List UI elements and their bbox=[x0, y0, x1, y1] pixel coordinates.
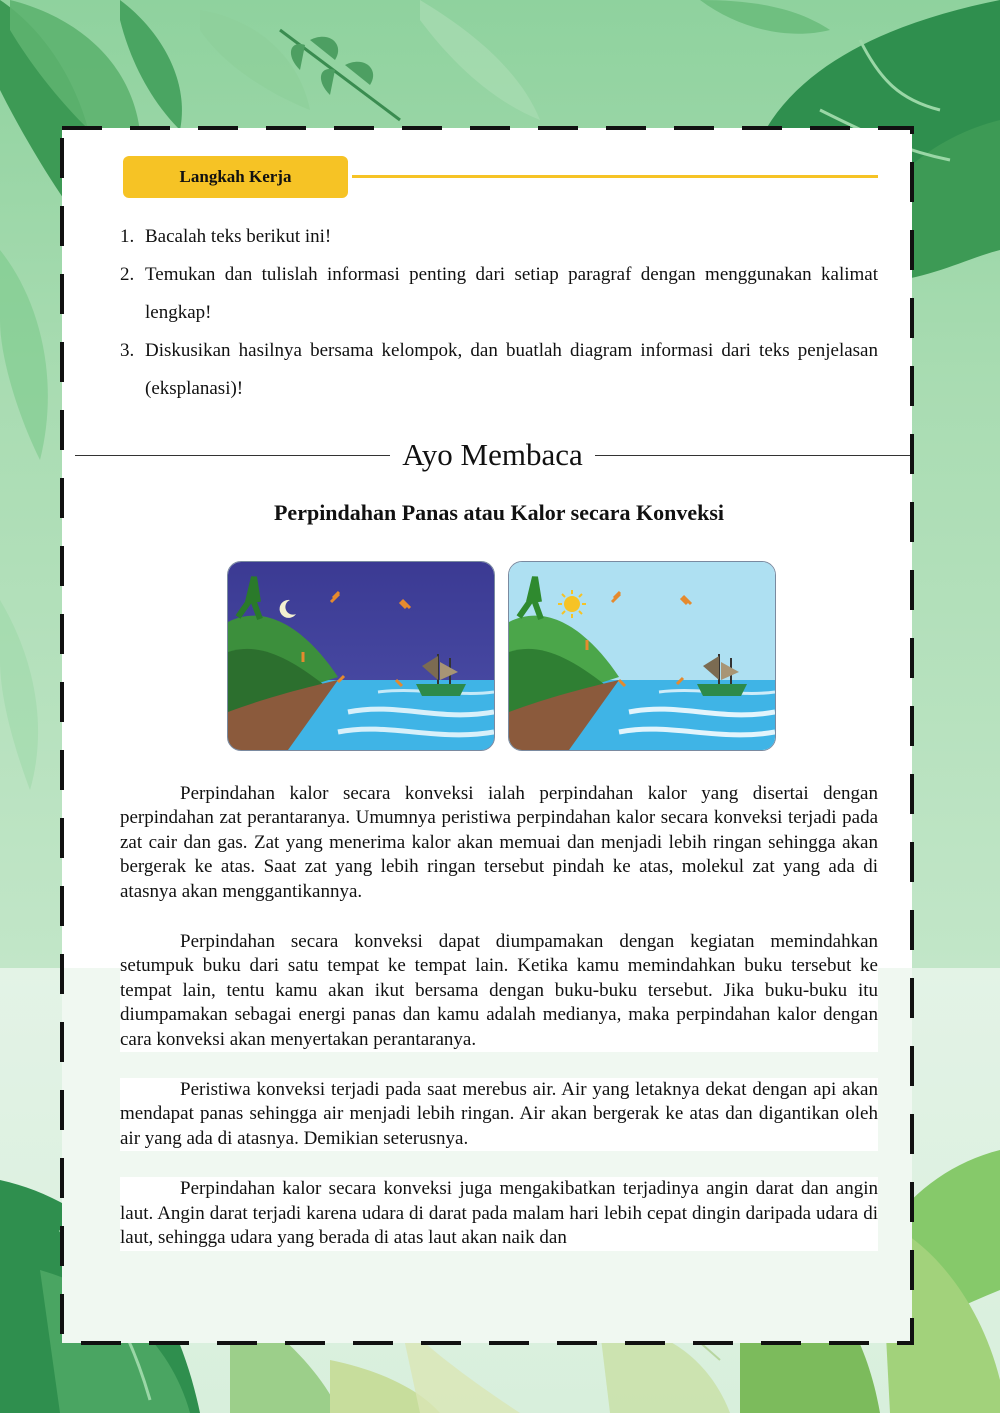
langkah-kerja-tab: Langkah Kerja bbox=[123, 156, 348, 198]
paragraph: Perpindahan kalor secara konveksi juga mengakibatkan terjadinya angin darat dan angin laut. Angin darat terjadi karena udara di darat pada malam hari lebih cepat dingin daripada udara di laut, sehingga udara yang berada di atas laut akan naik dan bbox=[120, 1177, 878, 1250]
divider-rule-left bbox=[75, 455, 390, 456]
step-text: Bacalah teks berikut ini! bbox=[145, 226, 332, 247]
day-illustration bbox=[508, 561, 776, 751]
tab-underline bbox=[352, 175, 878, 178]
divider-rule-right bbox=[595, 455, 910, 456]
list-item bbox=[120, 256, 878, 332]
section-divider bbox=[75, 432, 910, 478]
paragraph: Peristiwa konveksi terjadi pada saat merebus air. Air yang letaknya dekat dengan api akan mendapat panas sehingga air menjadi lebih ringan. Air akan bergerak ke atas dan digantikan oleh air yang ada di atasnya. Demikian seterusnya. bbox=[120, 1078, 878, 1151]
article-body bbox=[120, 782, 878, 1277]
list-item bbox=[120, 332, 878, 408]
step-number: 2. bbox=[120, 264, 135, 285]
step-number: 3. bbox=[120, 340, 135, 361]
paragraph: Perpindahan secara konveksi dapat diumpamakan dengan kegiatan memindahkan setumpuk buku dari satu tempat ke tempat lain. Ketika kamu memindahkan buku tersebut ke tempat lain, tentu kamu akan ikut bersama dengan buku-buku tersebut. Jika buku-buku itu diumpamakan sebagai energi panas dan kamu adalah medianya, maka perpindahan kalor dengan cara konveksi akan menyertakan perantaranya. bbox=[120, 930, 878, 1052]
night-illustration bbox=[227, 561, 495, 751]
list-item bbox=[120, 218, 878, 256]
steps-list bbox=[120, 218, 878, 408]
section-heading: Ayo Membaca bbox=[402, 437, 583, 472]
step-text: Diskusikan hasilnya bersama kelompok, dan buatlah diagram informasi dari teks penjelasan (eksplanasi)! bbox=[145, 340, 878, 399]
step-number: 1. bbox=[120, 226, 135, 247]
article-title: Perpindahan Panas atau Kalor secara Konveksi bbox=[273, 500, 725, 525]
paragraph: Perpindahan kalor secara konveksi ialah perpindahan kalor yang disertai dengan perpindahan zat perantaranya. Umumnya peristiwa perpindahan kalor secara konveksi terjadi pada zat cair dan gas. Zat yang menerima kalor akan memuai dan menjadi lebih ringan sehingga akan bergerak ke atas. Saat zat yang lebih ringan tersebut pindah ke atas, molekul zat yang ada di atasnya akan menggantikannya. bbox=[120, 782, 878, 904]
step-text: Temukan dan tulislah informasi penting dari setiap paragraf dengan menggunakan kalimat lengkap! bbox=[145, 264, 878, 323]
